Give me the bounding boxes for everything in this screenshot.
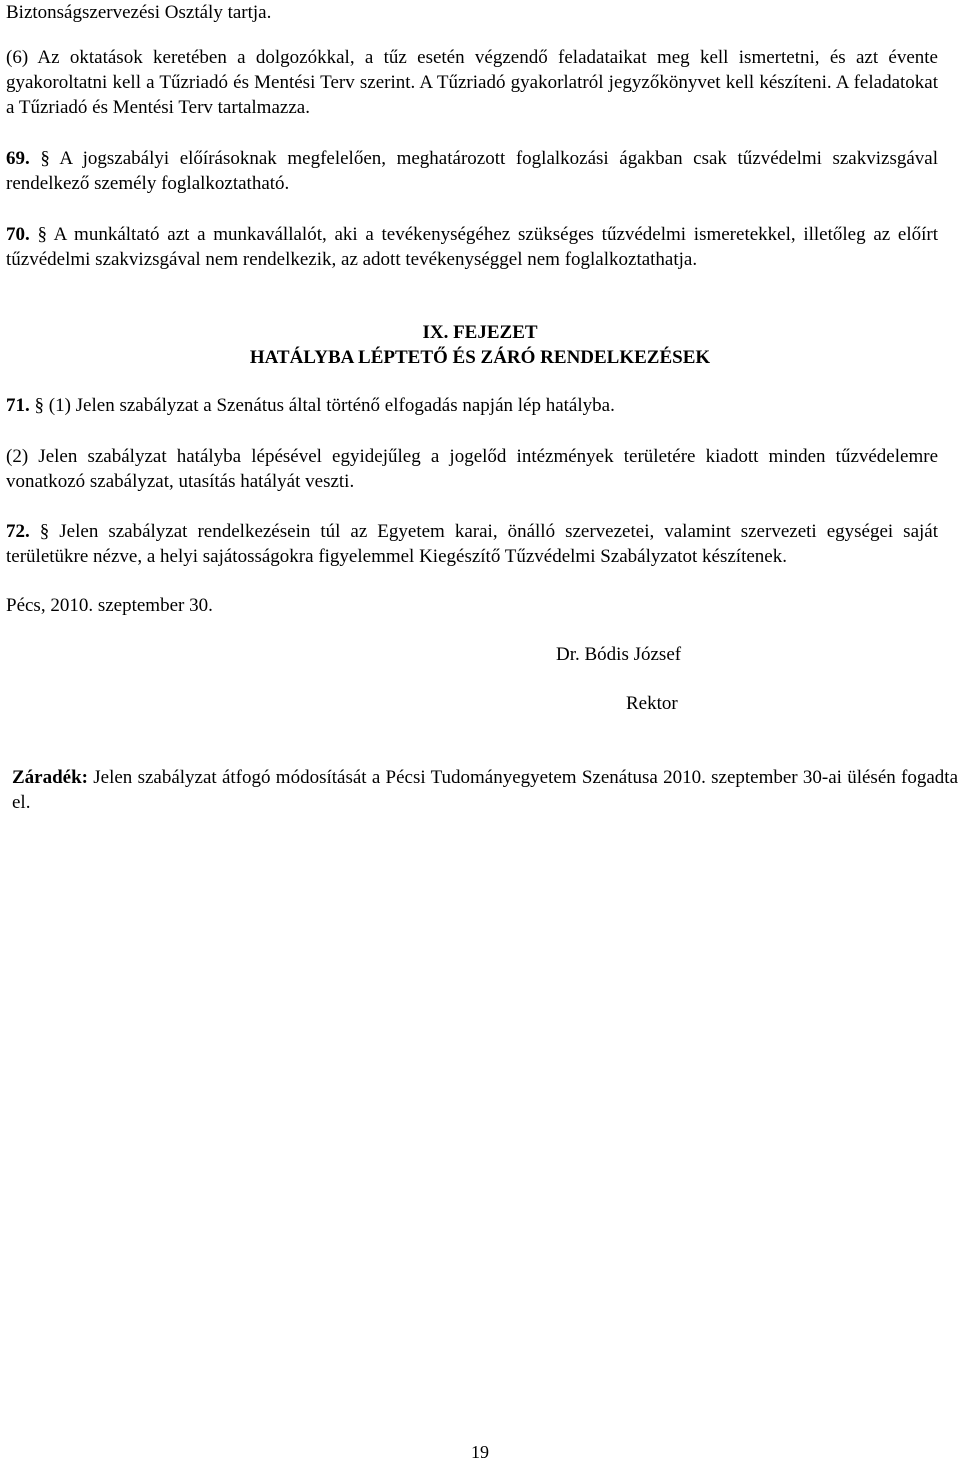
section-72-text: Jelen szabályzat rendelkezésein túl az Egyetem karai, önálló szervezetei, valamint szervezeti egységei saját területükre nézve, a helyi sajátosságokra figyelemmel Kiegészítő Tűzvédelmi Szabályzatot készítenek. xyxy=(6,521,938,567)
signatory-name: Dr. Bódis József xyxy=(556,644,682,665)
page-number: 19 xyxy=(471,1442,489,1462)
section-70 xyxy=(6,222,938,272)
section-71-paragraph-2: (2) Jelen szabályzat hatályba lépésével egyidejűleg a jogelőd intézmények területére kiadott minden tűzvédelemre vonatkozó szabályzat, utasítás hatályát veszti. xyxy=(6,446,938,492)
section-72-sign: § xyxy=(39,521,50,542)
clause xyxy=(12,765,958,815)
signatory-title: Rektor xyxy=(626,693,678,714)
section-69-text: A jogszabályi előírásoknak megfelelően, meghatározott foglalkozási ágakban csak tűzvédelmi szakvizsgával rendelkező személy foglalkoztatható. xyxy=(6,148,938,194)
chapter-number: IX. FEJEZET xyxy=(422,322,538,343)
section-70-number: 70. xyxy=(6,224,30,245)
top-line: Biztonságszervezési Osztály tartja. xyxy=(6,2,272,23)
clause-label: Záradék: xyxy=(12,767,88,788)
clause-text: Jelen szabályzat átfogó módosítását a Pécsi Tudományegyetem Szenátusa 2010. szeptember 30-ai ülésén fogadta el. xyxy=(12,767,958,813)
paragraph-6: (6) Az oktatások keretében a dolgozókkal, a tűz esetén végzendő feladataikat meg kell ismertetni, és azt évente gyakoroltatni kell a Tűzriadó és Mentési Terv szerint. A Tűzriadó gyakorlatról jegyzőkönyvet kell készíteni. A feladatokat a Tűzriadó és Mentési Terv tartalmazza. xyxy=(6,47,938,118)
chapter-title: HATÁLYBA LÉPTETŐ ÉS ZÁRÓ RENDELKEZÉSEK xyxy=(249,347,711,368)
section-69 xyxy=(6,146,938,196)
place-date: Pécs, 2010. szeptember 30. xyxy=(6,595,213,616)
section-71-number: 71. xyxy=(6,395,30,416)
section-72 xyxy=(6,519,938,569)
section-70-sign: § xyxy=(37,224,47,245)
section-71-text: (1) Jelen szabályzat a Szenátus által történő elfogadás napján lép hatályba. xyxy=(44,395,615,416)
section-71-sign: § xyxy=(34,395,44,416)
section-69-sign: § xyxy=(40,148,50,169)
section-70-text: A munkáltató azt a munkavállalót, aki a tevékenységéhez szükséges tűzvédelmi ismeretekkel, illetőleg az előírt tűzvédelmi szakvizsgával nem rendelkezik, az adott tevékenységgel nem foglalkoztathatja. xyxy=(6,224,939,270)
section-69-number: 69. xyxy=(6,148,30,169)
section-72-number: 72. xyxy=(6,521,30,542)
section-71 xyxy=(6,393,938,418)
